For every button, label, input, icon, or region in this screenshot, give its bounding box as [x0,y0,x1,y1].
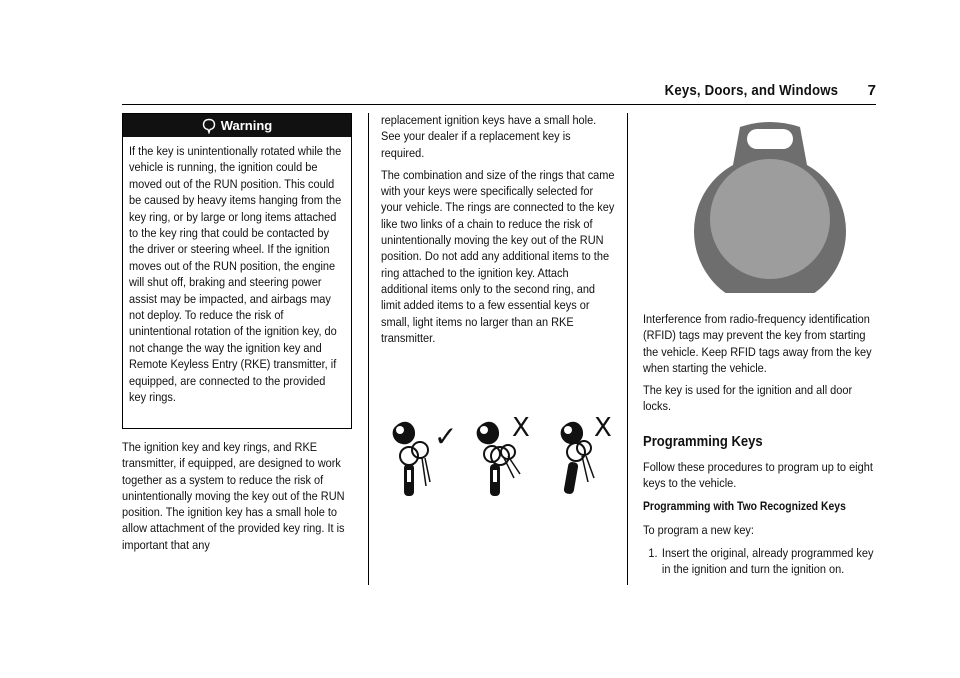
warning-box [122,113,352,429]
key-set-correct [393,420,458,496]
warning-label: Warning [220,118,273,133]
column3-paragraph-1: Interference from radio-frequency identification (RFID) tags may prevent the key from starting the vehicle. Keep RFID tags away from the key when starting the vehicle. [643,312,872,375]
key-set-incorrect-1 [477,413,530,496]
header-section-title: Keys, Doors, and Windows [664,82,838,99]
column2-paragraph-1: replacement ignition keys have a small hole. See your dealer if a replacement key is required. [381,113,597,160]
page-header [122,82,876,105]
column3-paragraph-4: To program a new key: [643,523,754,537]
x-mark-1: X [512,413,530,443]
warning-speech-icon [202,118,216,134]
x-mark-2: X [594,413,612,443]
column-divider-2 [627,113,628,585]
key-rings-illustration [386,412,626,502]
step-1-number: 1. [648,546,658,560]
step-1 [643,545,877,578]
column1-text [122,439,352,559]
key-set-incorrect-2 [561,413,612,495]
column3-paragraph-3: Follow these procedures to program up to eight keys to the vehicle. [643,460,873,491]
column2-paragraph-2: The combination and size of the rings that came with your keys were specifically selected for your vehicle. The rings are connected to the key like two links of a chain to reduce the risk of unintentionally moving the key out of the RUN position. Do not add any additional items to the ring attached to the ignition key. Attach additional items only to the second ring, and limit added items to a few essential keys or small, light items no larger than an RKE transmitter. [381,167,615,345]
rfid-fob-illustration [685,113,855,293]
column2-text [381,112,617,352]
column3-paragraph-2: The key is used for the ignition and all door locks. [643,383,853,414]
step-1-text: Insert the original, already programmed key in the ignition and turn the ignition on. [661,546,874,577]
column3-text-top [643,311,875,421]
programming-subheading: Programming with Two Recognized Keys [643,499,846,513]
column-divider-1 [368,113,369,585]
column3-text-lower [643,522,875,544]
warning-header [123,114,351,137]
column3-text-mid [643,459,875,498]
check-mark: ✓ [434,420,458,453]
programming-keys-heading: Programming Keys [643,434,763,450]
column1-paragraph: The ignition key and key rings, and RKE transmitter, if equipped, are designed to work together as a system to reduce the risk of unintentionally moving the key out of the RUN position. The ignition key has a small hole to allow attachment of the provided key ring. It is important that any [122,440,345,552]
page-number: 7 [867,82,876,99]
warning-text: If the key is unintentionally rotated while the vehicle is running, the ignition could be moved out of the RUN position. This could be caused by heavy items hanging from the key ring, or by large or long items attached to the key ring that could be contacted by the driver or steering wheel. If the ignition moves out of the RUN position, the engine will shut off, braking and steering power assist may be impacted, and airbags may not deploy. To reduce the risk of unintentional rotation of the ignition key, do not change the way the ignition key and Remote Keyless Entry (RKE) transmitter, if equipped, are connected to the provided key rings. [129,144,342,405]
